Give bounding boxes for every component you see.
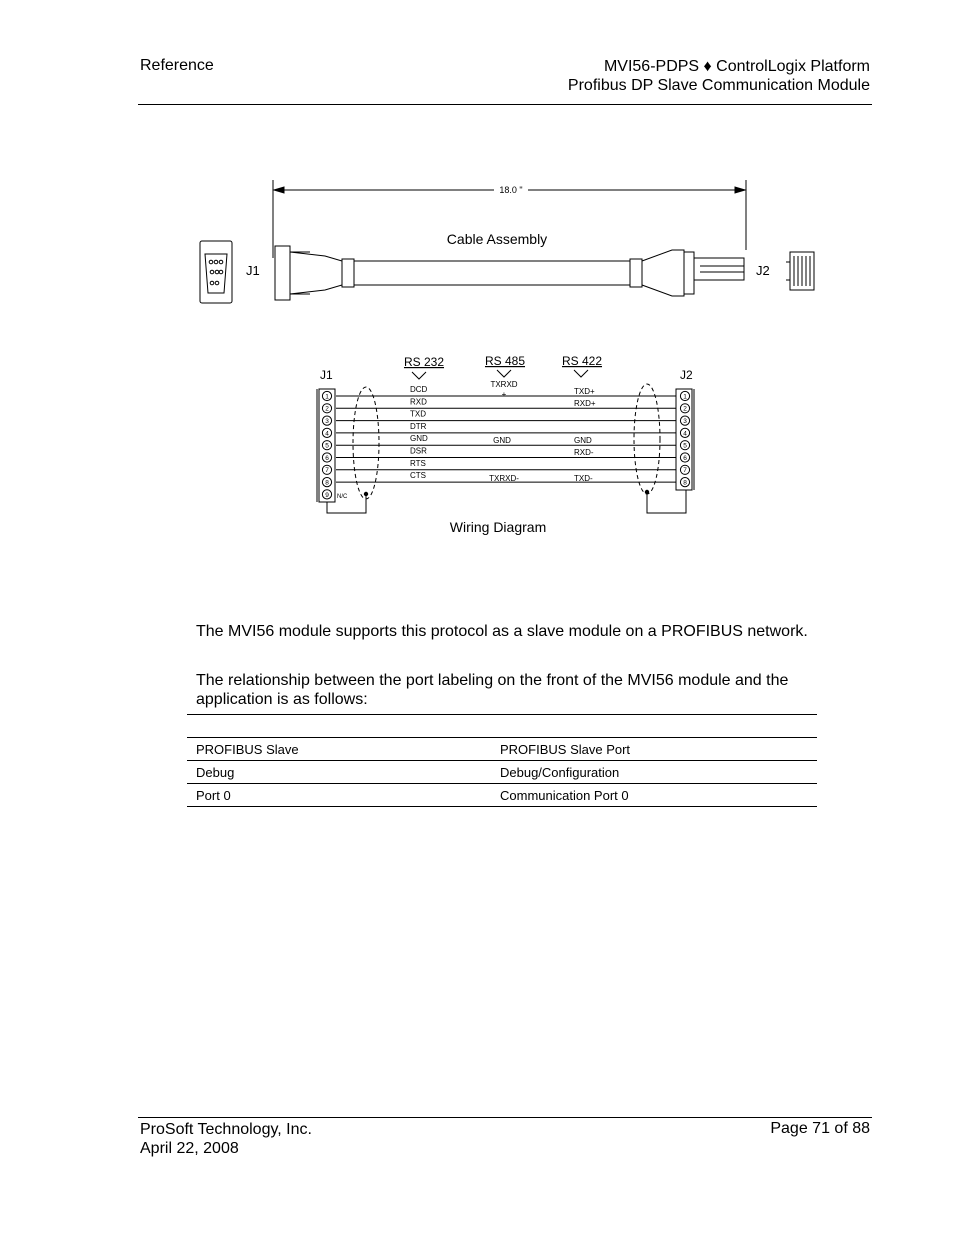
rs485-gnd: GND	[493, 436, 511, 445]
table-cell-application: PROFIBUS Slave	[187, 738, 491, 761]
j2-pin-number: 7	[683, 467, 687, 475]
footer-rule	[138, 1117, 872, 1118]
footer-left	[140, 1120, 312, 1158]
table-cell-port: Debug/Configuration	[491, 761, 817, 784]
rs232-arrow	[412, 372, 426, 379]
rs422-gnd: GND	[574, 436, 592, 445]
rs232-signal-label: DSR	[410, 446, 427, 456]
j1-pin-number: 9	[325, 491, 329, 499]
j2-pin-number: 4	[683, 430, 687, 438]
j1-pin-number: 3	[325, 418, 329, 425]
table-row	[187, 784, 817, 807]
wiring-j2-label: J2	[680, 368, 693, 382]
j2-drain-node	[645, 490, 649, 494]
cable-j1-label: J1	[246, 263, 260, 278]
j1-drain-node	[364, 492, 368, 496]
rs485-txrxd-minus: TXRXD-	[489, 474, 519, 483]
rs232-signal-label: GND	[410, 434, 428, 444]
j1-pin-number: 2	[325, 405, 329, 413]
header-product-line: MVI56-PDPS ♦ ControlLogix Platform	[603, 58, 870, 75]
j2-pin-number: 5	[683, 442, 687, 450]
wiring-diagram-caption: Wiring Diagram	[449, 519, 547, 535]
j1-pin-number: 7	[325, 467, 329, 475]
table-cell-application: Port 0	[187, 784, 491, 807]
rs422-rxd-plus: RXD+	[574, 399, 596, 408]
j2-pin-number: 8	[683, 479, 687, 487]
table-top-rule	[187, 714, 817, 715]
cable-assembly-title: Cable Assembly	[446, 231, 548, 247]
rs232-signal-label: DCD	[410, 385, 428, 394]
rs485-heading: RS 485	[484, 354, 526, 368]
j1-pin-number: 1	[325, 393, 329, 401]
table-cell-port: Communication Port 0	[491, 784, 817, 807]
j2-pin-number: 1	[683, 393, 687, 401]
wiring-j1-label: J1	[320, 368, 333, 382]
table-row	[187, 738, 817, 761]
footer-company: ProSoft Technology, Inc.	[140, 1121, 312, 1138]
rs422-txd-minus: TXD-	[574, 474, 593, 483]
rs232-signal-label: TXD	[410, 409, 426, 419]
j2-pin-number: 3	[683, 418, 687, 425]
cable-wiring-figure	[0, 0, 954, 560]
j2-pin-number: 2	[683, 405, 687, 413]
j1-pin-number: 8	[325, 479, 329, 487]
table-cell-port: PROFIBUS Slave Port	[491, 738, 817, 761]
body-paragraph-port-relationship: The relationship between the port labeling on the front of the MVI56 module and the application is as follows:	[196, 672, 789, 708]
header-section-title: Reference	[140, 57, 214, 74]
j2-pin-group	[680, 391, 689, 486]
rs232-signal-label: CTS	[410, 471, 426, 481]
rs485-plus-sign: +	[501, 390, 507, 399]
j2-drain-wire	[647, 490, 686, 513]
rs422-rxd-minus: RXD-	[574, 448, 594, 457]
rs485-arrow	[497, 370, 511, 377]
j1-pin-number: 6	[325, 454, 329, 462]
rs422-arrow	[574, 370, 588, 377]
j2-pin-number: 6	[683, 454, 687, 462]
table-row	[187, 761, 817, 784]
rs232-signal-label: RXD	[410, 397, 427, 407]
rs422-heading: RS 422	[561, 354, 603, 368]
j1-pin-group	[322, 391, 331, 499]
rs422-txd-plus: TXD+	[574, 387, 595, 396]
rs232-heading: RS 232	[403, 355, 445, 369]
footer-page-number: Page 71 of 88	[770, 1120, 870, 1137]
rs232-signal-label: RTS	[410, 458, 426, 468]
table-cell-application: Debug	[187, 761, 491, 784]
footer-date: April 22, 2008	[140, 1140, 239, 1157]
cable-j2-label: J2	[756, 263, 770, 278]
j2-shield-ellipse	[634, 384, 660, 494]
header-module-line: Profibus DP Slave Communication Module	[567, 77, 870, 94]
j1-pin-number: 4	[325, 430, 329, 438]
rs485-txrxd-plus: TXRXD	[490, 380, 518, 389]
rs232-signal-label: DTR	[410, 421, 427, 431]
cable-length-dimension: 18.0 "	[499, 185, 523, 195]
wiring-diagram	[317, 354, 694, 535]
j1-pin-number: 5	[325, 442, 329, 450]
nc-label: N/C	[337, 494, 348, 500]
body-paragraph-protocol: The MVI56 module supports this protocol as a slave module on a PROFIBUS network.	[196, 623, 808, 640]
port-relationship-table	[187, 737, 817, 807]
